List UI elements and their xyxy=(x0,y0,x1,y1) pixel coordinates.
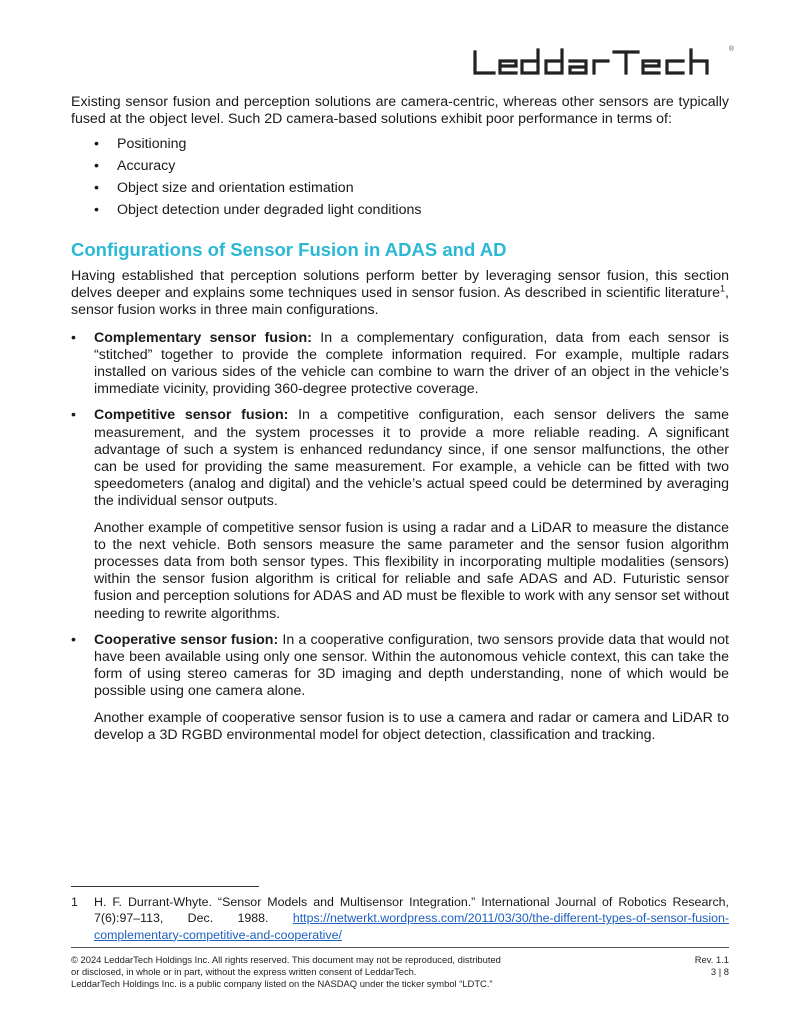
config-title: Cooperative sensor fusion: xyxy=(94,631,279,648)
config-item-complementary xyxy=(71,330,729,399)
config-extra-paragraph: Another example of competitive sensor fusion is using a radar and a LiDAR to measure the distance to the next vehicle. Both sensors measure the same parameter and the sensor fusion algorithm processes data from both sensor types. This flexibility in incorporating multiple modalities (sensors) within the sensor fusion algorithm is critical for reliable and safe ADAS and AD. Futuristic sensor fusion and perception solutions for ADAS and AD must be flexible to work with any sensor set without needing to rewrite algorithms. xyxy=(94,519,729,622)
registered-mark: ® xyxy=(728,46,734,53)
leddartech-logo xyxy=(472,46,734,78)
footnote-link[interactable]: https://netwerkt.wordpress.com/2011/03/30/the-different-types-of-sensor-fusion-complementary-competitive-and-cooperative/ xyxy=(94,911,729,942)
config-item-cooperative xyxy=(71,632,729,744)
footnote-ref[interactable]: 1 xyxy=(720,283,726,294)
list-item: • Object size and orientation estimation xyxy=(94,180,354,196)
leddartech-wordmark xyxy=(472,46,728,78)
section-heading: Configurations of Sensor Fusion in ADAS and AD xyxy=(71,239,507,260)
intro-paragraph: Existing sensor fusion and perception solutions are camera-centric, whereas other sensors are typically fused at the object level. Such 2D camera-based solutions exhibit poor performance in terms of: xyxy=(71,94,729,128)
footnote xyxy=(71,894,729,943)
config-text: In a competitive configuration, each sensor delivers the same measurement, and the system processes it to provide a more reliable reading. A significant advantage of such a system is enhanced redundancy since, if one sensor malfunctions, the other can be used for providing the same measurement. For example, a vehicle can be fitted with two speedometers (analog and digital) and the vehicle’s actual speed could be determined by averaging the individual sensor outputs. xyxy=(94,407,729,510)
config-item-competitive xyxy=(71,407,729,622)
footer-divider xyxy=(71,947,729,948)
copyright-line-2: or disclosed, in whole or in part, without the express written consent of LeddarTech. xyxy=(71,966,417,978)
bullet-icon: • xyxy=(94,180,99,196)
page-content xyxy=(71,94,729,753)
bullet-icon: • xyxy=(94,136,99,153)
config-title: Competitive sensor fusion: xyxy=(94,407,289,424)
revision-label: Rev. 1.1 xyxy=(694,954,729,965)
bullet-icon: • xyxy=(94,158,99,175)
bullet-icon: • xyxy=(71,407,76,424)
bullet-icon: • xyxy=(71,631,76,648)
bullet-icon: • xyxy=(94,201,99,218)
page-footer xyxy=(71,954,729,991)
copyright-line-1: © 2024 LeddarTech Holdings Inc. All rights reserved. This document may not be reproduced, distributed xyxy=(71,954,501,965)
bullet-icon: • xyxy=(71,329,76,346)
footnote-divider xyxy=(71,886,259,887)
limitations-list xyxy=(71,136,729,219)
nasdaq-line: LeddarTech Holdings Inc. is a public company listed on the NASDAQ under the ticker symbol “LDTC.” xyxy=(71,978,493,990)
list-item: • Object detection under degraded light conditions xyxy=(94,201,422,218)
list-item: • Accuracy xyxy=(94,158,176,175)
list-item: • Positioning xyxy=(94,136,187,153)
section-intro: Having established that perception solutions perform better by leveraging sensor fusion, this section delves deeper and explains some techniques used in sensor fusion. As described in scientific literature$^1$, sensor fusion works in three main configurations. xyxy=(71,268,729,319)
footnote-number: 1 xyxy=(71,895,78,909)
config-text: In a complementary configuration, data from each sensor is “stitched” together to provide the complete information required. For example, multiple radars installed on various sides of the vehicle can combine to warn the driver of an object in the vehicle’s immediate vicinity, providing 360-degree protective coverage. xyxy=(94,329,729,398)
config-text: In a cooperative configuration, two sensors provide data that would not have been available using only one sensor. Within the autonomous vehicle context, this can take the form of using stereo cameras for 3D imaging and depth understanding, none of which would be possible using one camera alone. xyxy=(94,631,729,700)
config-list xyxy=(71,330,729,744)
footnote-text: H. F. Durrant-Whyte. “Sensor Models and Multisensor Integration.” International Journal of Robotics Research, 7(6):97–113, Dec. 1988. https://netwerkt.wordpress.com/2011/03/30/the-different-types-of-sensor-fusion-complementary-competitive-and-cooperative/ xyxy=(94,895,729,942)
page-number: 3 | 8 xyxy=(710,966,729,978)
config-extra-paragraph: Another example of cooperative sensor fusion is to use a camera and radar or camera and LiDAR to develop a 3D RGBD environmental model for object detection, classification and tracking. xyxy=(94,709,729,743)
footer-right xyxy=(695,954,729,978)
config-title: Complementary sensor fusion: xyxy=(94,329,312,346)
